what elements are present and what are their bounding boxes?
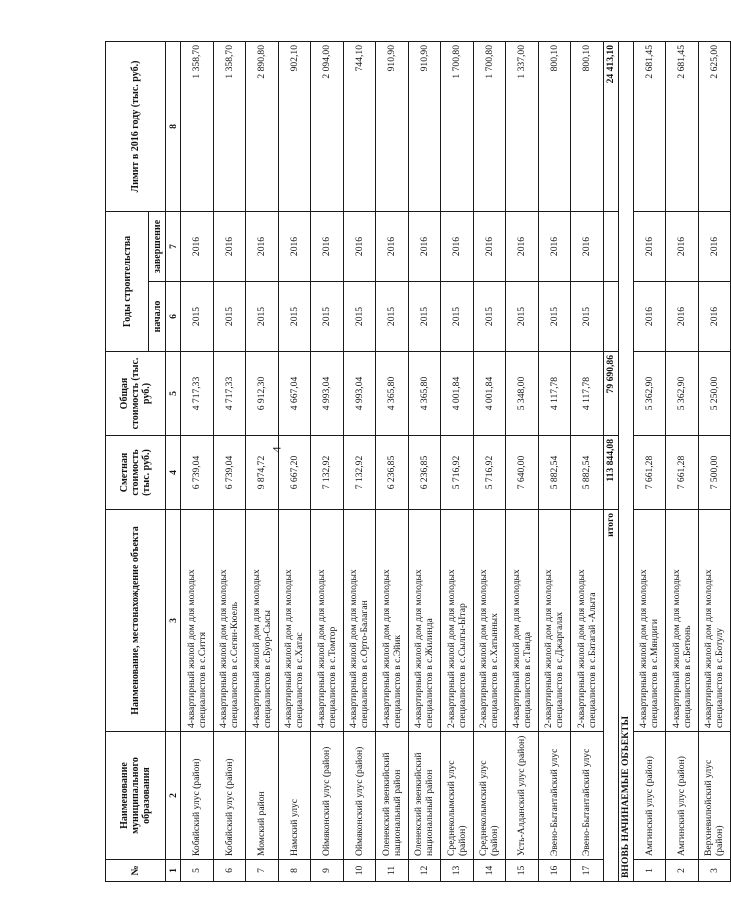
- row-limit: 1 358,70: [181, 41, 214, 211]
- row-number: 1: [633, 860, 666, 882]
- row-total-cost: 4 993,04: [343, 352, 376, 436]
- table-row: [571, 41, 604, 881]
- table-body-new: [633, 41, 731, 881]
- row-municipality: Кобяйский улус (район): [213, 732, 246, 860]
- row-municipality: Кобяйский улус (район): [181, 732, 214, 860]
- table-row: [473, 41, 506, 881]
- row-limit: 800,10: [571, 41, 604, 211]
- table-row: [538, 41, 571, 881]
- row-limit: 2 681,45: [633, 41, 666, 211]
- row-total-cost: 4 001,84: [441, 352, 474, 436]
- row-start-year: 2015: [278, 282, 311, 352]
- row-limit: 910,90: [408, 41, 441, 211]
- row-estimated-cost: 5 716,92: [441, 436, 474, 510]
- row-start-year: 2016: [698, 282, 731, 352]
- row-start-year: 2015: [441, 282, 474, 352]
- row-end-year: 2016: [473, 211, 506, 281]
- row-start-year: 2016: [633, 282, 666, 352]
- column-number: 6: [166, 282, 181, 352]
- header-start: начало: [149, 282, 166, 352]
- row-end-year: 2016: [571, 211, 604, 281]
- row-start-year: 2015: [506, 282, 539, 352]
- row-end-year: 2016: [698, 211, 731, 281]
- row-object: 4-квартирный жилой дом для молодых специалистов в с.Жилинда: [408, 510, 441, 732]
- column-number: 2: [166, 732, 181, 860]
- row-object: 2-квартирный жилой дом для молодых специалистов в с.Сылгы-Ытар: [441, 510, 474, 732]
- header-num: №: [106, 860, 166, 882]
- row-limit: 2 681,45: [666, 41, 699, 211]
- row-estimated-cost: 7 661,28: [633, 436, 666, 510]
- row-start-year: 2015: [213, 282, 246, 352]
- table-row: [441, 41, 474, 881]
- header-estimated-cost: Сметная стоимость (тыс. руб.): [106, 436, 166, 510]
- row-end-year: 2016: [376, 211, 409, 281]
- row-object: 4-квартирный жилой дом для молодых специалистов в с.Ботулу: [698, 510, 731, 732]
- table-row: [408, 41, 441, 881]
- row-limit: 1 337,00: [506, 41, 539, 211]
- row-municipality: Амгинский улус (район): [633, 732, 666, 860]
- row-estimated-cost: 6 739,04: [181, 436, 214, 510]
- row-limit: 2 094,00: [311, 41, 344, 211]
- row-number: 7: [246, 860, 279, 882]
- row-object: 4-квартирный жилой дом для молодых специалистов в с.Танда: [506, 510, 539, 732]
- row-estimated-cost: 6 739,04: [213, 436, 246, 510]
- row-end-year: 2016: [246, 211, 279, 281]
- total-total-cost: 79 690,86: [603, 352, 618, 436]
- row-end-year: 2016: [666, 211, 699, 281]
- row-number: 11: [376, 860, 409, 882]
- header-years: Годы строительства: [106, 211, 149, 351]
- section-title: ВНОВЬ НАЧИНАЕМЫЕ ОБЪЕКТЫ: [618, 41, 633, 881]
- row-number: 12: [408, 860, 441, 882]
- row-total-cost: 5 362,90: [666, 352, 699, 436]
- row-object: 2-квартирный жилой дом для молодых специалистов в с.Батагай -Алыта: [571, 510, 604, 732]
- row-total-cost: 4 117,78: [538, 352, 571, 436]
- total-limit: 24 413,10: [603, 41, 618, 211]
- row-estimated-cost: 7 500,00: [698, 436, 731, 510]
- header-end: завершение: [149, 211, 166, 281]
- empty-cell: [603, 282, 618, 352]
- construction-table: [105, 41, 731, 882]
- row-limit: 744,10: [343, 41, 376, 211]
- row-municipality: Амгинский улус (район): [666, 732, 699, 860]
- row-number: 16: [538, 860, 571, 882]
- row-object: 4-квартирный жилой дом для молодых специалистов в с.Бетюнь: [666, 510, 699, 732]
- row-total-cost: 6 912,30: [246, 352, 279, 436]
- row-end-year: 2016: [538, 211, 571, 281]
- header-total-cost: Общая стоимость (тыс. руб.): [106, 352, 166, 436]
- total-estimated: 113 844,08: [603, 436, 618, 510]
- row-number: 17: [571, 860, 604, 882]
- column-number: 7: [166, 211, 181, 281]
- empty-cell: [603, 211, 618, 281]
- row-municipality: Оленекский эвенкийский национальный район: [408, 732, 441, 860]
- row-total-cost: 5 362,90: [633, 352, 666, 436]
- table-row: [246, 41, 279, 881]
- row-estimated-cost: 9 874,72: [246, 436, 279, 510]
- row-municipality: Усть-Алданский улус (район): [506, 732, 539, 860]
- row-limit: 1 700,80: [441, 41, 474, 211]
- table-row: [376, 41, 409, 881]
- row-number: 9: [311, 860, 344, 882]
- row-municipality: Оленекский эвенкийский национальный район: [376, 732, 409, 860]
- row-end-year: 2016: [408, 211, 441, 281]
- row-estimated-cost: 6 236,85: [376, 436, 409, 510]
- row-number: 2: [666, 860, 699, 882]
- row-total-cost: 5 348,00: [506, 352, 539, 436]
- row-number: 14: [473, 860, 506, 882]
- row-object: 4-квартирный жилой дом для молодых специалистов в с.Орто-Балаган: [343, 510, 376, 732]
- row-limit: 1 700,80: [473, 41, 506, 211]
- row-number: 8: [278, 860, 311, 882]
- row-object: 2-квартирный жилой дом для молодых специалистов в с.Джаргалах: [538, 510, 571, 732]
- row-estimated-cost: 6 236,85: [408, 436, 441, 510]
- row-end-year: 2016: [343, 211, 376, 281]
- row-start-year: 2015: [376, 282, 409, 352]
- row-number: 13: [441, 860, 474, 882]
- header-object: Наименование, местонахождение объекта: [106, 510, 166, 732]
- row-object: 4-квартирный жилой дом для молодых специалистов в с.Эйик: [376, 510, 409, 732]
- row-municipality: Эвено-Бытантайский улус: [538, 732, 571, 860]
- table-row: [633, 41, 666, 881]
- row-total-cost: 4 365,80: [408, 352, 441, 436]
- row-start-year: 2015: [181, 282, 214, 352]
- row-limit: 2 625,00: [698, 41, 731, 211]
- row-estimated-cost: 5 716,92: [473, 436, 506, 510]
- row-object: 4-квартирный жилой дом для молодых специалистов в с.Хатас: [278, 510, 311, 732]
- row-estimated-cost: 7 132,92: [343, 436, 376, 510]
- row-end-year: 2016: [213, 211, 246, 281]
- row-total-cost: 4 365,80: [376, 352, 409, 436]
- row-estimated-cost: 7 132,92: [311, 436, 344, 510]
- table-body: [181, 41, 604, 881]
- row-limit: 2 890,80: [246, 41, 279, 211]
- row-number: 6: [213, 860, 246, 882]
- row-object: 4-квартирный жилой дом для молодых специалистов в с.Мяндиги: [633, 510, 666, 732]
- row-start-year: 2016: [666, 282, 699, 352]
- row-end-year: 2016: [633, 211, 666, 281]
- column-number: 1: [166, 860, 181, 882]
- column-number: 8: [166, 41, 181, 211]
- row-number: 10: [343, 860, 376, 882]
- page-number: 4: [269, 446, 284, 453]
- row-municipality: Среднеколымский улус (район): [441, 732, 474, 860]
- row-total-cost: 4 117,78: [571, 352, 604, 436]
- row-total-cost: 4 717,33: [213, 352, 246, 436]
- row-end-year: 2016: [181, 211, 214, 281]
- row-estimated-cost: 5 882,54: [571, 436, 604, 510]
- row-municipality: Оймяконский улус (район): [311, 732, 344, 860]
- row-municipality: Среднеколымский улус (район): [473, 732, 506, 860]
- row-limit: 1 358,70: [213, 41, 246, 211]
- rotated-table-container: [105, 42, 726, 882]
- row-number: 3: [698, 860, 731, 882]
- row-start-year: 2015: [571, 282, 604, 352]
- table-row: [278, 41, 311, 881]
- total-label: итого: [603, 510, 618, 882]
- row-estimated-cost: 5 882,54: [538, 436, 571, 510]
- row-total-cost: 4 717,33: [181, 352, 214, 436]
- row-limit: 800,10: [538, 41, 571, 211]
- header-limit: Лимит в 2016 году (тыс. руб.): [106, 41, 166, 211]
- header-municipality: Наименование муниципального образования: [106, 732, 166, 860]
- row-total-cost: 4 993,04: [311, 352, 344, 436]
- row-start-year: 2015: [246, 282, 279, 352]
- table-row: [311, 41, 344, 881]
- row-estimated-cost: 6 667,20: [278, 436, 311, 510]
- row-end-year: 2016: [506, 211, 539, 281]
- row-municipality: Верхневилюйский улус (район): [698, 732, 731, 860]
- table-row: [213, 41, 246, 881]
- table-row: [506, 41, 539, 881]
- column-number: 5: [166, 352, 181, 436]
- row-number: 15: [506, 860, 539, 882]
- row-start-year: 2015: [538, 282, 571, 352]
- row-start-year: 2015: [343, 282, 376, 352]
- row-limit: 910,90: [376, 41, 409, 211]
- row-limit: 902,10: [278, 41, 311, 211]
- row-total-cost: 4 001,84: [473, 352, 506, 436]
- table-row: [343, 41, 376, 881]
- section-row: [618, 41, 633, 881]
- column-number: 4: [166, 436, 181, 510]
- table-row: [698, 41, 731, 881]
- row-end-year: 2016: [441, 211, 474, 281]
- row-total-cost: 4 667,04: [278, 352, 311, 436]
- row-object: 4-квартирный жилой дом для молодых специалистов в с.Сиття: [181, 510, 214, 732]
- row-end-year: 2016: [311, 211, 344, 281]
- row-object: 2-квартирный жилой дом для молодых специалистов в с.Хатынных: [473, 510, 506, 732]
- row-end-year: 2016: [278, 211, 311, 281]
- row-object: 4-квартирный жилой дом для молодых специалистов в с.Сегян-Кюель: [213, 510, 246, 732]
- row-municipality: Момский район: [246, 732, 279, 860]
- row-start-year: 2015: [311, 282, 344, 352]
- row-number: 5: [181, 860, 214, 882]
- table-total: [603, 41, 633, 881]
- table-row: [666, 41, 699, 881]
- row-estimated-cost: 7 661,28: [666, 436, 699, 510]
- row-municipality: Намский улус: [278, 732, 311, 860]
- table-row: [181, 41, 214, 881]
- total-row: [603, 41, 618, 881]
- row-municipality: Эвено-Бытантайский улус: [571, 732, 604, 860]
- row-start-year: 2015: [473, 282, 506, 352]
- row-total-cost: 5 250,00: [698, 352, 731, 436]
- column-number: 3: [166, 510, 181, 732]
- row-estimated-cost: 7 640,00: [506, 436, 539, 510]
- row-municipality: Оймяконский улус (район): [343, 732, 376, 860]
- row-object: 4-квартирный жилой дом для молодых специалистов в с.Томтор: [311, 510, 344, 732]
- row-object: 4-квартирный жилой дом для молодых специалистов в с.Буор-Сысы: [246, 510, 279, 732]
- row-start-year: 2015: [408, 282, 441, 352]
